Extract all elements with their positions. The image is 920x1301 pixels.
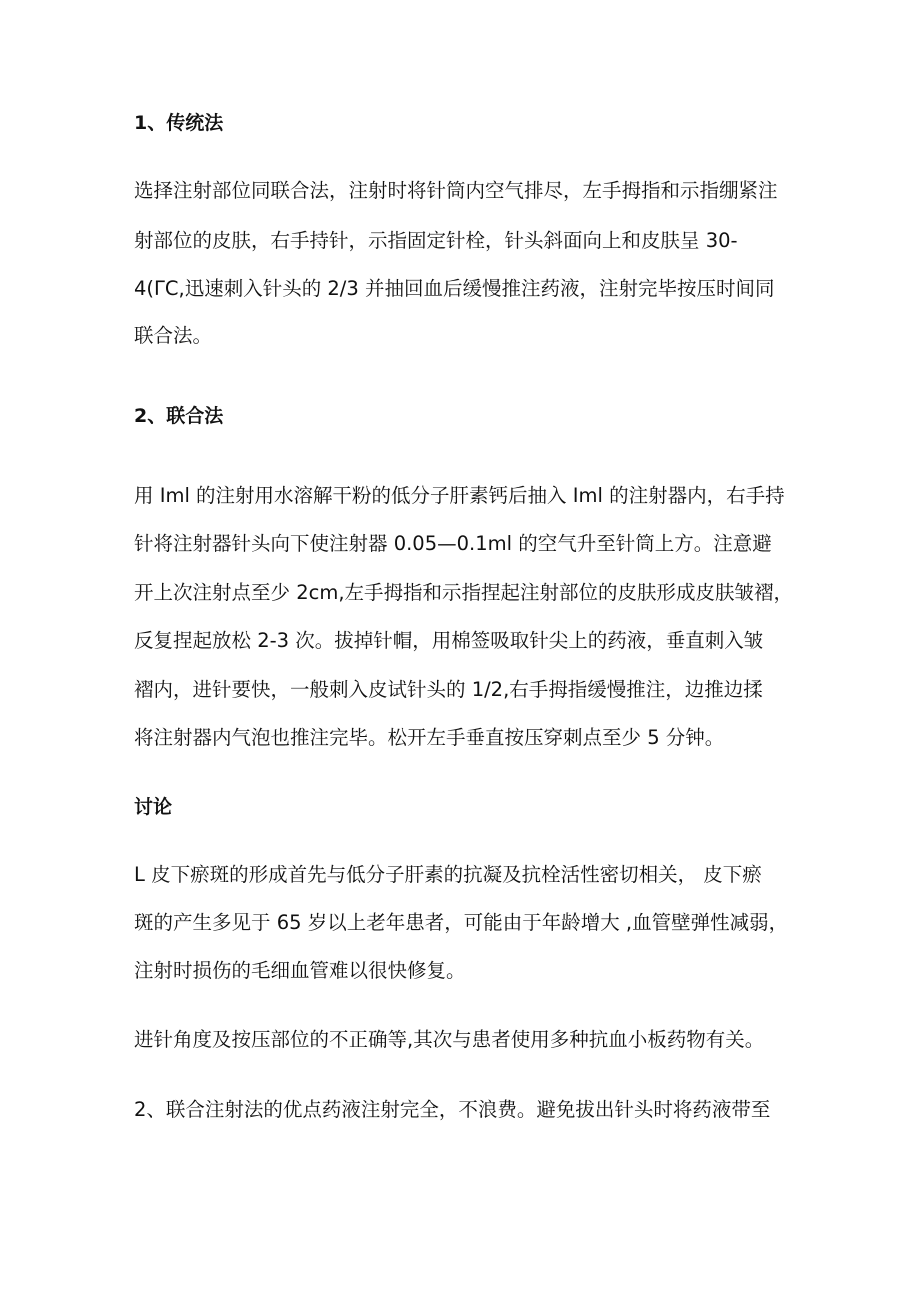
paragraph-line: 射部位的皮肤，右手持针，示指固定针栓，针头斜面向上和皮肤呈 30- [134, 229, 738, 252]
paragraph-line: 斑的产生多见于 65 岁以上老年患者，可能由于年龄增大 ,血管壁弹性减弱， [134, 911, 789, 934]
section-heading-traditional-method: 1、传统法 [134, 112, 224, 134]
paragraph-line: L 皮下瘀斑的形成首先与低分子肝素的抗凝及抗栓活性密切相关， 皮下瘀 [134, 863, 762, 886]
paragraph-line: 针将注射器针头向下使注射器 0.05—0.1ml 的空气升至针筒上方。注意避 [134, 532, 772, 555]
paragraph-line: 注射时损伤的毛细血管难以很快修复。 [134, 959, 466, 982]
paragraph-line: 将注射器内气泡也推注完毕。松开左手垂直按压穿刺点至少 5 分钟。 [134, 726, 725, 749]
paragraph-line: 用 Iml 的注射用水溶解干粉的低分子肝素钙后抽入 Iml 的注射器内，右手持 [134, 484, 785, 507]
paragraph-line: 开上次注射点至少 2cm,左手拇指和示指捏起注射部位的皮肤形成皮肤皱褶， [134, 581, 794, 604]
paragraph-line: 反复捏起放松 2-3 次。拔掉针帽，用棉签吸取针尖上的药液，垂直刺入皱 [134, 629, 764, 652]
paragraph-line: 联合法。 [134, 324, 213, 347]
paragraph-line: 进针角度及按压部位的不正确等,其次与患者使用多种抗血小板药物有关。 [134, 1028, 765, 1051]
section-heading-discussion: 讨论 [134, 796, 173, 818]
paragraph-line: 4(ΓC,迅速刺入针头的 2/3 并抽回血后缓慢推注药液，注射完毕按压时间同 [134, 277, 775, 300]
paragraph-line: 选择注射部位同联合法，注射时将针筒内空气排尽，左手拇指和示指绷紧注 [134, 179, 778, 202]
paragraph-line: 褶内，进针要快，一般刺入皮试针头的 1/2,右手拇指缓慢推注，边推边揉 [134, 678, 763, 701]
paragraph-line: 2、联合注射法的优点药液注射完全，不浪费。避免拔出针头时将药液带至 [134, 1098, 771, 1121]
section-heading-combined-method: 2、联合法 [134, 405, 224, 427]
